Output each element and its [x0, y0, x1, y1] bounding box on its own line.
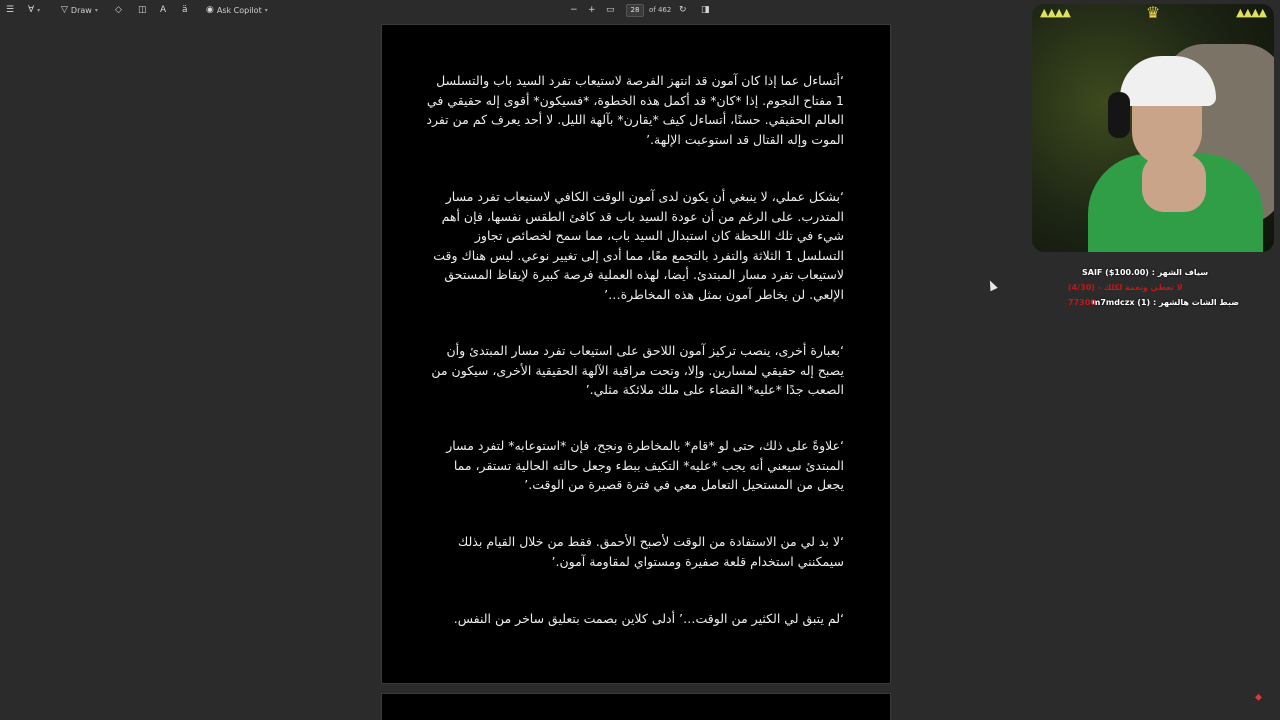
eraser-icon: ◇ — [115, 4, 122, 15]
pdf-icon: ⬥ — [1255, 692, 1262, 703]
zoom-in-button[interactable] — [588, 3, 596, 17]
fit-page-button[interactable] — [606, 3, 615, 17]
crown-icon: ♛ — [1145, 4, 1161, 22]
highlight-icon: ∀ — [28, 4, 35, 15]
draw-icon: ▽ — [61, 4, 68, 15]
translate-button[interactable] — [182, 3, 188, 17]
page-number-input[interactable]: 28 — [626, 4, 644, 17]
pattern-icon: ▲▲▲▲ — [1236, 6, 1266, 19]
paragraph: ‘أتساءل عما إذا كان آمون قد انتهز الفرصة لاستيعاب تفرد السيد باب والتسلسل 1 مفتاح النجوم. إذا *كان* قد أكمل هذه الخطوة، *فسيكون* أقوى إله حقيقي في العالم الحقيقي. حسنًا، أتساءل كيف *يقارن* بآلهة الليل. لا أحد يعرف كم من تفرد الموت وإله القتال قد استوعبت الإلهة.’ — [426, 73, 844, 147]
goal-text: لا تعطي ونعمة لكلك - (4/30) — [1068, 283, 1183, 292]
page-view-icon: ◨ — [701, 4, 710, 15]
copilot-icon: ◉ — [206, 4, 214, 15]
person-hands — [1142, 154, 1206, 212]
text-button[interactable] — [160, 3, 166, 17]
chevron-down-icon: ▾ — [94, 6, 98, 14]
translate-icon: ä — [182, 4, 188, 15]
chat-leader-text: m7mdczx (1) : ضبط الشات هالشهر — [1092, 298, 1239, 307]
zoom-in-icon: + — [588, 4, 596, 15]
paragraph: ‘لا بد لي من الاستفادة من الوقت لأصبح الأحمق. فقط من خلال القيام بذلك سيمكنني استخدام قلعة صفيرة ومستواي لمقاومة آمون.’ — [457, 534, 844, 569]
draw-button[interactable] — [61, 3, 98, 17]
zoom-out-icon: − — [570, 4, 578, 15]
list-icon: ☰ — [6, 4, 15, 15]
webcam-feed — [1032, 4, 1274, 252]
erase-button[interactable] — [115, 3, 122, 17]
rotate-icon: ↻ — [679, 4, 687, 15]
webcam-frame-top — [1032, 4, 1274, 26]
contents-button[interactable] — [6, 3, 14, 17]
headset — [1108, 92, 1130, 138]
paragraph: ‘لم يتبق لي الكثير من الوقت…’ أدلى كلاين بصمت بتعليق ساخر من النفس. — [453, 611, 844, 626]
document-page — [381, 24, 891, 684]
paragraph: ‘علاوةً على ذلك، حتى لو *قام* بالمخاطرة ونجح، فإن *استوعابه* لتفرد مسار المبتدئ سيعني أنه يجب *عليه* التكيف ببطء وجعل حالته الحالية تستقر، مما يجعل من المستحيل التعامل معي في فترة قصيرة من الوقت.’ — [446, 438, 844, 492]
page-view-button[interactable] — [701, 3, 710, 17]
pattern-icon: ▲▲▲▲ — [1040, 6, 1070, 19]
ask-copilot-label: Ask Copilot — [216, 5, 262, 15]
top-supporter-text: SAIF ($100.00) : سياف الشهر — [1082, 268, 1209, 277]
view-button[interactable] — [138, 3, 147, 17]
page-total: of 462 — [649, 6, 672, 14]
chevron-down-icon: ▾ — [264, 6, 268, 14]
fit-page-icon: ▭ — [606, 4, 615, 15]
zoom-out-button[interactable] — [570, 3, 578, 17]
view-icon: ◫ — [138, 4, 147, 15]
paragraph: ‘بعبارة أخرى، ينصب تركيز آمون اللاحق على استيعاب تفرد مسار المبتدئ وأن يصبح إله حقيقي لمسارين. وإلا، وتحت مراقبة الآلهة الحقيقية الأخرى، سيكون من الصعب جدًا *عليه* القضاء على ملك ملائكة مثلي.’ — [431, 343, 844, 397]
draw-label: Draw — [70, 5, 92, 15]
counter-text: 77300 — [1068, 298, 1096, 307]
ask-copilot-button[interactable] — [206, 3, 268, 17]
stream-alerts-overlay — [1040, 255, 1280, 315]
rotate-button[interactable] — [679, 3, 687, 17]
next-document-page — [381, 693, 891, 720]
chevron-down-icon: ▾ — [37, 6, 41, 14]
paragraph: ‘بشكل عملي، لا ينبغي أن يكون لدى آمون الوقت الكافي لاستيعاب تفرد مسار المتدرب. على الرغم من أن عودة السيد باب قد كافئ الطقس نفسها، فإن أهم شيء في تلك اللحظة كان استبدال السيد باب، مما سمح لخصائص تجاوز التسلسل 1 الثلاثة والتفرد بالتجمع معًا، مما أدى إلى تغيير نوعي. ليس هناك وقت لاستيعاب تفرد مسار المبتدئ. أيضا، لهذه العملية فرصة كبيرة لإيقاظ المستحق الإلعي. لن يخاطر آمون بمثل هذه المخاطرة…’ — [433, 189, 844, 302]
text-icon: A — [160, 4, 167, 15]
mouse-cursor-icon — [986, 279, 997, 291]
highlight-button[interactable] — [28, 3, 40, 17]
